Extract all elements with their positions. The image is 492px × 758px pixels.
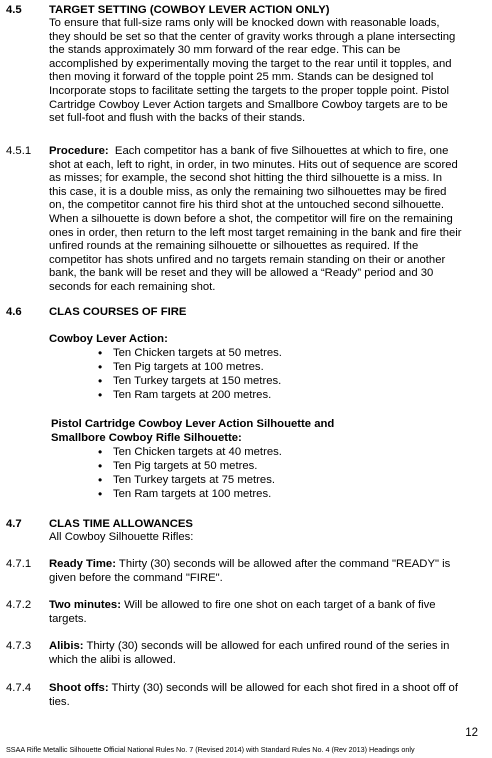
section-body — [49, 145, 481, 295]
bullet-list — [98, 347, 282, 403]
list-item: • Ten Turkey targets at 75 metres. — [98, 474, 282, 488]
text-line: set full-foot and flush with the backs of their stands. — [49, 112, 306, 125]
section-number: 4.7.3 — [6, 640, 32, 652]
text-line: accomplished by experimentally moving the target to the rear until it topples, and — [49, 57, 452, 70]
section-heading: CLAS COURSES OF FIRE — [49, 306, 187, 318]
list-item: • Ten Ram targets at 100 metres. — [98, 488, 282, 502]
text-line: the stands approximately 30 mm forward of the rear edge. This can be — [49, 44, 401, 57]
section-number: 4.6 — [6, 306, 22, 318]
section-body — [49, 640, 481, 667]
section-heading: CLAS TIME ALLOWANCES — [49, 518, 193, 530]
text-line: shot at each, left to right, in order, in two minutes. Hits out of sequence are scored — [49, 158, 458, 171]
text-line: Ready Time: Thirty (30) seconds will be allowed after the command "READY" is — [49, 558, 451, 570]
section-body — [49, 682, 481, 709]
term-label: Alibis: — [49, 640, 84, 652]
procedure-label: Procedure: — [49, 145, 109, 157]
text-line: given before the command "FIRE". — [49, 571, 223, 584]
text-line: which the alibi is allowed. — [49, 653, 176, 666]
text-line: seconds for each remaining shot. — [49, 280, 216, 293]
text-line: Procedure: Each competitor has a bank of five Silhouettes at which to fire, one — [49, 145, 449, 157]
list-item: • Ten Ram targets at 200 metres. — [98, 389, 282, 403]
page-footer: SSAA Rifle Metallic Silhouette Official National Rules No. 7 (Revised 2014) with Standard Rules No. 4 (Rev 2013) Headings only — [6, 745, 415, 754]
term-label: Two minutes: — [49, 599, 121, 611]
text-line: Cartridge Cowboy Lever Action targets and Smallbore Cowboy targets are to be — [49, 98, 448, 111]
text-line: Alibis: Thirty (30) seconds will be allowed for each unfired round of the series in — [49, 640, 450, 652]
text-line: To ensure that full-size rams only will be knocked down with reasonable loads, — [49, 17, 440, 29]
bullet-list — [98, 446, 282, 502]
text-line: ones in order, then return to the left most target remaining in the bank and fire their — [49, 226, 462, 239]
text-line: unfired rounds at the remaining silhouette or silhouettes as required. If the — [49, 240, 419, 253]
list-item: • Ten Turkey targets at 150 metres. — [98, 375, 282, 389]
text-line: on, the competitor cannot fire his third shot at the untouched second silhouette. — [49, 199, 445, 212]
section-subheading: All Cowboy Silhouette Rifles: — [49, 531, 194, 543]
text-line: competitor has shots unfired and no targets remain standing on their or another — [49, 253, 446, 266]
section-number: 4.7 — [6, 518, 22, 530]
page-number: 12 — [465, 727, 478, 739]
text-line: then moving it forward of the topple point 25 mm. Stands can be designed tol — [49, 71, 434, 84]
text-line: bank, the bank will be reset and they will be allowed a “Ready” period and 30 — [49, 267, 434, 280]
section-number: 4.7.1 — [6, 558, 32, 570]
section-heading: TARGET SETTING (COWBOY LEVER ACTION ONLY) — [49, 4, 330, 16]
section-number: 4.7.4 — [6, 682, 32, 694]
term-label: Ready Time: — [49, 558, 116, 570]
section-body — [49, 599, 481, 626]
subsection-title: Cowboy Lever Action: — [49, 333, 168, 345]
term-label: Shoot offs: — [49, 682, 109, 694]
list-item: • Ten Pig targets at 50 metres. — [98, 460, 282, 474]
subsection-title: Smallbore Cowboy Rifle Silhouette: — [51, 432, 242, 444]
text-line: targets. — [49, 612, 87, 625]
section-body — [49, 558, 481, 585]
section-body — [49, 17, 481, 126]
text-line: they should be set so that the center of gravity works through a plane intersecting — [49, 30, 456, 43]
text-line: ties. — [49, 695, 70, 708]
subsection-title: Pistol Cartridge Cowboy Lever Action Silhouette and — [51, 418, 335, 430]
list-item: • Ten Pig targets at 100 metres. — [98, 361, 282, 375]
text-line: as misses; for example, the second shot hitting the third silhouette is a miss. In — [49, 172, 443, 185]
section-number: 4.7.2 — [6, 599, 32, 611]
text-line: Two minutes: Will be allowed to fire one shot on each target of a bank of five — [49, 599, 436, 611]
text-line: Shoot offs: Thirty (30) seconds will be allowed for each shot fired in a shoot off of — [49, 682, 458, 694]
text-line: When a silhouette is down before a shot, the competitor will fire on the remaining — [49, 212, 453, 225]
text-line: this case, it is a double miss, as only the remaining two silhouettes may be fired — [49, 185, 447, 198]
list-item: • Ten Chicken targets at 40 metres. — [98, 446, 282, 460]
section-number: 4.5.1 — [6, 145, 32, 157]
section-number: 4.5 — [6, 4, 22, 16]
text-line: Incorporate stops to facilitate setting the targets to the proper topple point. Pistol — [49, 84, 450, 97]
list-item: • Ten Chicken targets at 50 metres. — [98, 347, 282, 361]
